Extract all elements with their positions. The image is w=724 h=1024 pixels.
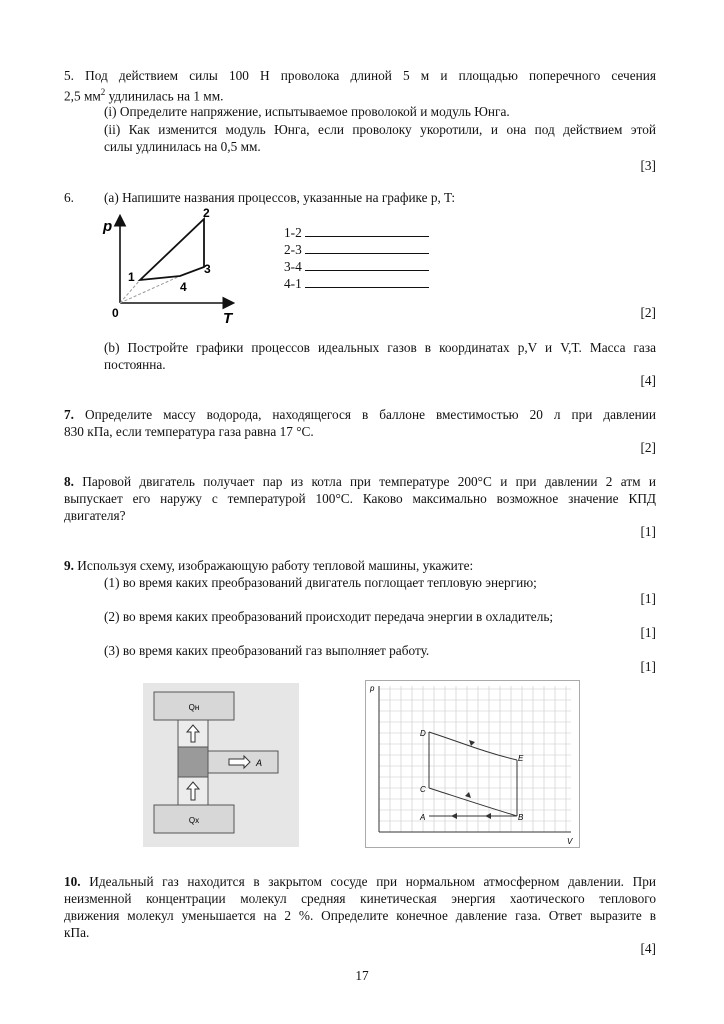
pv-point-b: B	[518, 813, 524, 822]
q6-blank-list	[284, 224, 429, 292]
q8-line1	[64, 473, 656, 490]
q5-line1: 5. Под действием силы 100 Н проволока длиной 5 м и площадью поперечного сечения	[64, 68, 656, 83]
q7-number: 7.	[64, 407, 74, 422]
q9-item3: (3) во время каких преобразований газ выполняет работу.	[104, 643, 430, 658]
working-body	[178, 747, 208, 777]
q7-line1	[64, 406, 656, 423]
q6-blank-label: 1-2	[284, 225, 302, 240]
q8-number: 8.	[64, 474, 74, 489]
q8-line2: выпускает его наружу с температурой 100°С. Каково максимально возможное значение КПД	[64, 491, 656, 506]
q6-pt-graph	[100, 203, 260, 328]
page-number: 17	[355, 968, 369, 983]
q10-line1	[64, 873, 656, 890]
q10-line4: кПа.	[64, 925, 90, 940]
pv-point-e: E	[518, 754, 524, 763]
q5-sub1: (i) Определите напряжение, испытываемое проволокой и модуль Юнга.	[104, 104, 510, 119]
q6-part-a: (a) Напишите названия процессов, указанные на графике p, T:	[104, 190, 456, 205]
q5-mark: [3]	[640, 158, 656, 173]
q10-line2: неизменной концентрации молекул средняя кинетическая энергия хаотического теплового	[64, 891, 656, 906]
q6-blank-label: 4-1	[284, 276, 302, 291]
pv-border	[366, 681, 580, 848]
q6-number: 6.	[64, 190, 74, 205]
q9-mark3: [1]	[640, 659, 656, 674]
q8-line3: двигателя?	[64, 508, 126, 523]
q5-sub2-line2: силы удлинилась на 0,5 мм.	[104, 139, 261, 154]
q6-t-label: T	[223, 310, 233, 327]
pv-point-d: D	[420, 729, 426, 738]
q9-item1: (1) во время каких преобразований двигатель поглощает тепловую энергию;	[104, 575, 537, 590]
pv-v-label: V	[567, 837, 573, 846]
q6-point-1: 1	[128, 270, 135, 284]
pv-diagram	[365, 680, 580, 848]
pv-point-c: C	[420, 785, 426, 794]
q6-part-b-line2: постоянна.	[104, 357, 166, 372]
q6-cycle	[140, 219, 204, 280]
q9-item2: (2) во время каких преобразований происходит передача энергии в охладитель;	[104, 609, 554, 624]
q6-answer-line[interactable]	[305, 242, 429, 254]
q6-answer-line[interactable]	[305, 276, 429, 288]
q9-mark2: [1]	[640, 625, 656, 640]
q8-text1: Паровой двигатель получает пар из котла при температуре 200°С и при давлении 2 атм и	[73, 474, 656, 489]
q6-blank-row	[284, 275, 429, 292]
q6-blank-row	[284, 241, 429, 258]
q5-line2	[64, 84, 656, 104]
pv-p-label: p	[370, 684, 375, 693]
work-label: A	[256, 758, 263, 768]
q9-intro	[64, 557, 656, 574]
q5-line2-post: удлинилась на 1 мм.	[105, 88, 224, 104]
q6-mark-b: [4]	[640, 373, 656, 388]
q6-origin-label: 0	[112, 306, 119, 320]
q7-line2: 830 кПа, если температура газа равна 17 °С.	[64, 424, 314, 439]
q6-p-label: p	[103, 218, 113, 235]
q10-number: 10.	[64, 874, 81, 889]
q9-number: 9.	[64, 558, 74, 573]
q10-mark: [4]	[640, 941, 656, 956]
q6-blank-label: 3-4	[284, 259, 302, 274]
heater-label: Qн	[188, 703, 200, 712]
q5-line2-sup: 2	[100, 87, 106, 97]
q9-intro-text: Используя схему, изображающую работу тепловой машины, укажите:	[73, 558, 474, 573]
q6-answer-line[interactable]	[305, 259, 429, 271]
cooler-label: Qх	[188, 816, 200, 825]
heat-engine-diagram	[143, 683, 299, 847]
q7-mark: [2]	[640, 440, 656, 455]
q6-part-b-line1: (b) Постройте графики процессов идеальных газов в координатах p,V и V,T. Масса газа	[104, 340, 656, 355]
q6-mark-a: [2]	[640, 305, 656, 320]
pv-point-a: A	[420, 813, 426, 822]
q5-line2-pre: 2,5 мм	[64, 88, 101, 104]
q10-line3: движения молекул уменьшается на 2 %. Определите конечное давление газа. Ответ выразите в	[64, 908, 656, 923]
q9-mark1: [1]	[640, 591, 656, 606]
q6-answer-line[interactable]	[305, 225, 429, 237]
q6-point-3: 3	[204, 262, 211, 276]
q6-point-4: 4	[180, 280, 187, 294]
q6-point-2: 2	[203, 206, 210, 220]
q5-sub2-line1: (ii) Как изменится модуль Юнга, если проволоку укоротили, и она под действием этой	[104, 122, 656, 137]
q8-mark: [1]	[640, 524, 656, 539]
q6-blank-row	[284, 258, 429, 275]
q6-blank-row	[284, 224, 429, 241]
q6-blank-label: 2-3	[284, 242, 302, 257]
q10-text1: Идеальный газ находится в закрытом сосуде при нормальном атмосферном давлении. При	[80, 874, 656, 889]
q7-text1: Определите массу водорода, находящегося в баллоне вместимостью 20 л при давлении	[73, 407, 656, 422]
